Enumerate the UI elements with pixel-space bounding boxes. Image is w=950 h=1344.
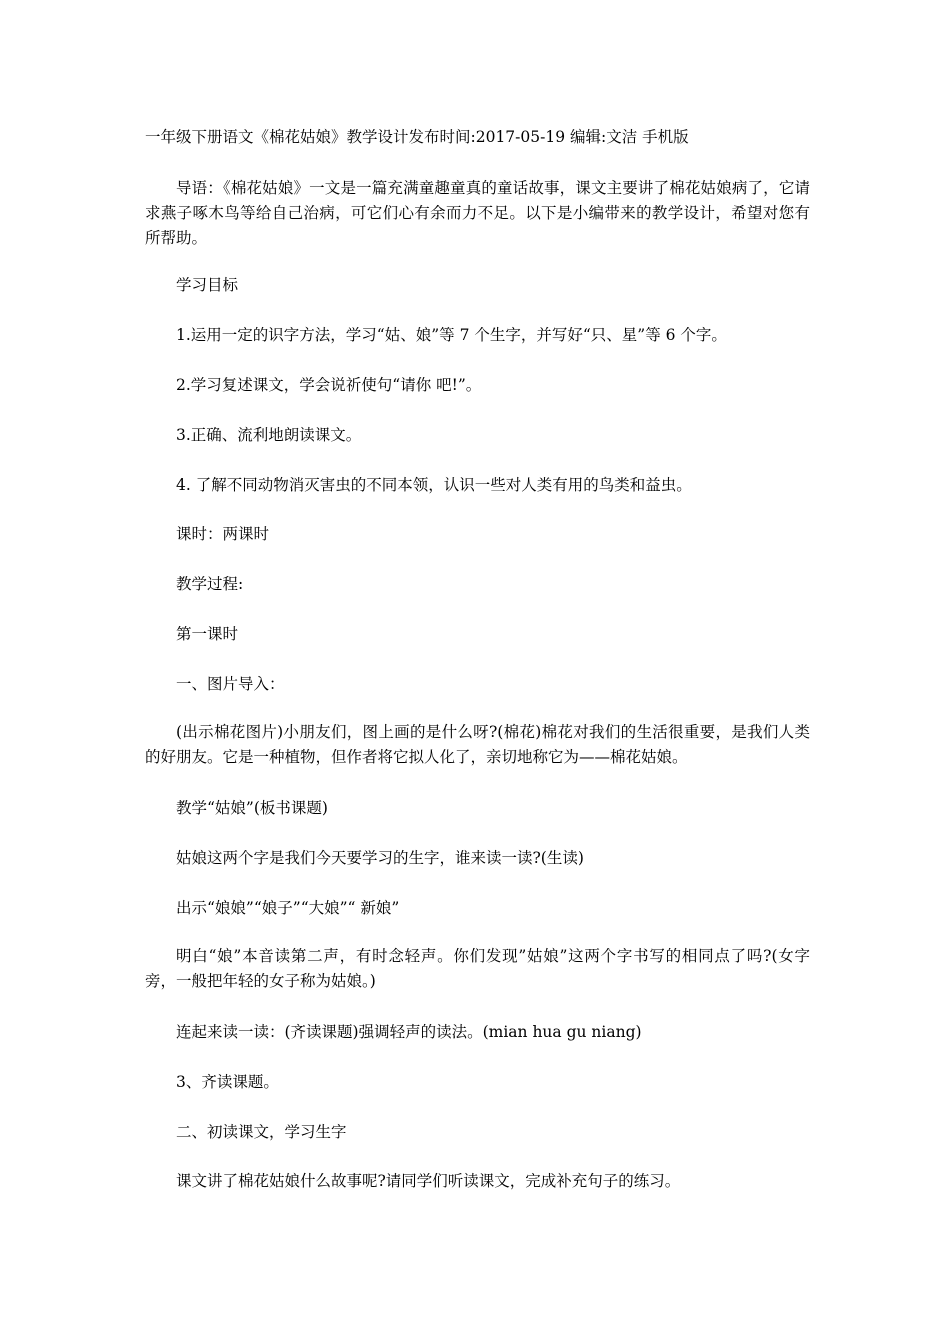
explain-niang-paragraph: 明白“娘”本音读第二声，有时念轻声。你们发现”姑娘”这两个字书写的相同点了吗?(女字旁，一般把年轻的女子称为姑娘。) [145, 947, 810, 990]
goal-item-1: 1.运用一定的识字方法，学习“姑、娘”等 7 个生字，并写好“只、星”等 6 个字。 [176, 326, 727, 344]
section-one-heading: 一、图片导入： [176, 675, 285, 693]
read-together-line: 连起来读一读：(齐读课题)强调轻声的读法。(mian hua gu niang) [176, 1023, 642, 1041]
lesson-one-heading: 第一课时 [176, 625, 239, 643]
goal-item-4: 4. 了解不同动物消灭害虫的不同本领，认识一些对人类有用的鸟类和益虫。 [176, 476, 692, 494]
goals-heading: 学习目标 [176, 276, 239, 294]
goal-item-2: 2.学习复述课文，学会说祈使句“请你 吧!”。 [176, 376, 482, 394]
process-heading: 教学过程: [176, 575, 244, 593]
picture-intro-paragraph: (出示棉花图片)小朋友们，图上画的是什么呀?(棉花)棉花对我们的生活很重要，是我们人类的好朋友。它是一种植物，但作者将它拟人化了，亲切地称它为——棉花姑娘。 [145, 723, 810, 766]
goal-item-3: 3.正确、流利地朗读课文。 [176, 426, 362, 444]
document-header: 一年级下册语文《棉花姑娘》教学设计发布时间:2017-05-19 编辑:文洁 手机版 [145, 128, 689, 146]
step-three-line: 3、齐读课题。 [176, 1073, 279, 1091]
class-hours: 课时：两课时 [176, 525, 270, 543]
section-two-heading: 二、初读课文，学习生字 [176, 1123, 347, 1141]
story-question-line: 课文讲了棉花姑娘什么故事呢?请同学们听读课文，完成补充句子的练习。 [176, 1172, 681, 1190]
teach-guniang-line: 教学“姑娘”(板书课题) [176, 799, 328, 817]
read-guniang-line: 姑娘这两个字是我们今天要学习的生字，谁来读一读?(生读) [176, 849, 584, 867]
show-words-line: 出示“娘娘”“娘子”“大娘”“ 新娘” [176, 899, 400, 917]
intro-paragraph: 导语：《棉花姑娘》一文是一篇充满童趣童真的童话故事，课文主要讲了棉花姑娘病了，它请求燕子啄木鸟等给自己治病，可它们心有余而力不足。以下是小编带来的教学设计，希望对您有所帮助。 [145, 179, 810, 247]
